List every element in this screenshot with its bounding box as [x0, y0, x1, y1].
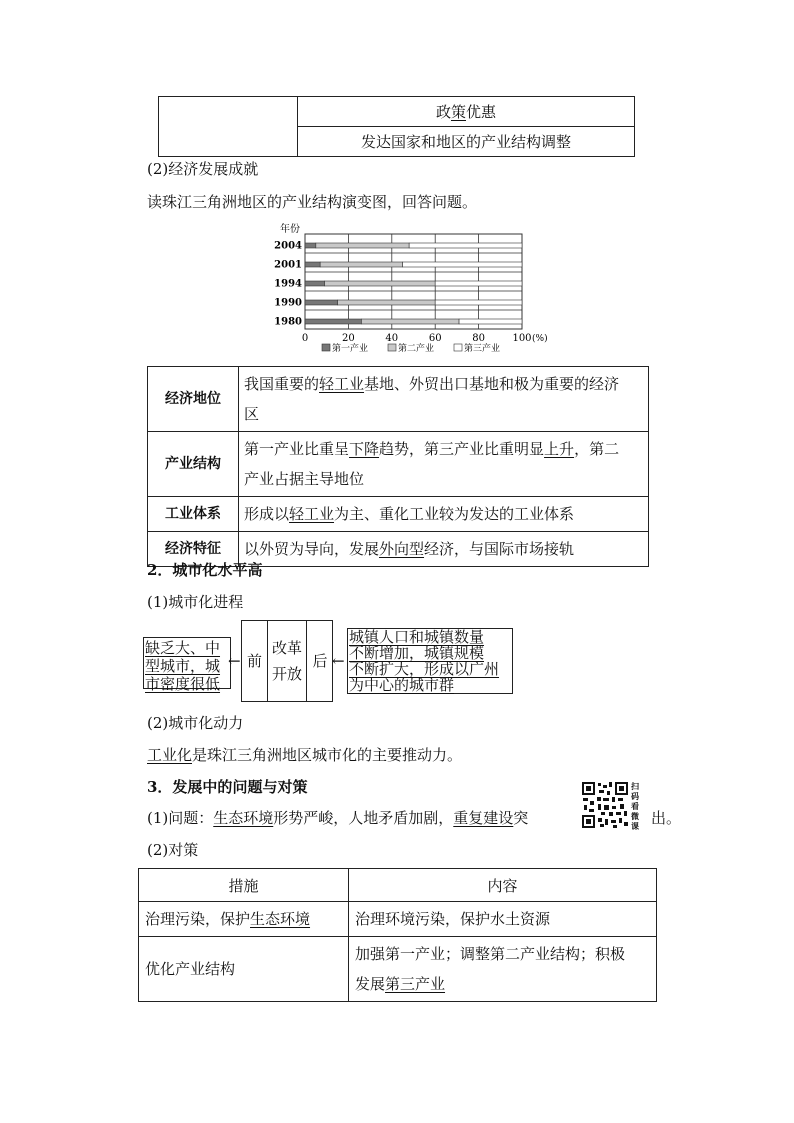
y-tick-label: 1990 [274, 297, 302, 309]
measure-cell: 优化产业结构 [139, 937, 349, 1002]
bar-segment [361, 319, 459, 324]
legend-swatch [454, 344, 462, 351]
bar-segment [459, 319, 522, 324]
measure-cell: 治理污染，保护生态环境 [139, 902, 349, 937]
section2-sub2: (2)城市化动力 [147, 714, 244, 732]
after-reform-box: 城镇人口和城镇数量 不断增加，城镇规模 不断扩大，形成以广州 为中心的城市群 [347, 628, 513, 694]
problem-line-end: 出。 [651, 809, 682, 827]
x-tick-label: 20 [342, 333, 355, 344]
content-cell: 治理环境污染，保护水土资源 [349, 902, 657, 937]
arrow-left-1: ← [228, 652, 241, 670]
table-header-row [139, 869, 657, 902]
y-tick-label: 2004 [274, 240, 302, 252]
table-row [148, 367, 649, 432]
bar-segment [305, 243, 316, 248]
reform-label: 改革 开放 [271, 639, 302, 683]
table-row [139, 937, 657, 1002]
bar-segment [305, 281, 325, 286]
legend-swatch [388, 344, 396, 351]
top-table [158, 96, 635, 157]
qr-label: 扫码看微课 [631, 781, 639, 831]
qr-code-icon[interactable] [581, 781, 629, 829]
before-label: 前 [242, 621, 268, 701]
bar-segment [305, 300, 338, 305]
y-tick-label: 1994 [274, 278, 302, 290]
bar-segment [409, 243, 522, 248]
table-row [148, 497, 649, 532]
bar-segment [338, 300, 436, 305]
legend-swatch [322, 344, 330, 351]
urbanization-driver: 工业化是珠江三角洲地区城市化的主要推动力。 [147, 746, 463, 764]
problem-line: (1)问题：生态环境形势严峻，人地矛盾加剧，重复建设突 [147, 809, 529, 827]
top-table-row1: 政策优惠 [298, 97, 635, 127]
bar-segment [325, 281, 436, 286]
header-measures: 措施 [139, 869, 349, 902]
x-tick-label: 80 [472, 333, 485, 344]
legend-label: 第一产业 [332, 344, 369, 354]
bar-segment [435, 300, 522, 305]
x-tick-label: 40 [385, 333, 399, 344]
top-table-empty-cell [159, 97, 298, 157]
econ-key: 工业体系 [148, 497, 239, 532]
bar-segment [320, 262, 402, 267]
before-reform-box: 缺乏大、中 型城市，城 市密度很低 [143, 637, 231, 689]
x-tick-label: 0 [301, 333, 309, 344]
econ-value: 我国重要的轻工业基地、外贸出口基地和极为重要的经济 区 [239, 367, 649, 432]
header-content: 内容 [349, 869, 657, 902]
x-tick-label: 100 [512, 333, 532, 344]
y-axis-label: 年份 [280, 224, 300, 235]
bar-segment [403, 262, 522, 267]
x-tick-label: 60 [428, 333, 442, 344]
economy-table [147, 366, 649, 567]
legend-label: 第二产业 [398, 344, 435, 354]
econ-value: 形成以轻工业为主、重化工业较为发达的工业体系 [239, 497, 649, 532]
bar-segment [305, 262, 320, 267]
section2-heading: 2．城市化水平高 [147, 561, 263, 579]
after-label: 后 [306, 621, 333, 701]
section3-heading: 3．发展中的问题与对策 [147, 778, 308, 796]
top-table-row2: 发达国家和地区的产业结构调整 [298, 127, 635, 157]
econ-key: 经济地位 [148, 367, 239, 432]
measures-table [138, 868, 657, 1002]
bar-segment [305, 319, 361, 324]
legend-label: 第三产业 [464, 344, 501, 354]
subheading-economic-achievements: (2)经济发展成就 [147, 160, 259, 178]
x-unit-label: (%) [532, 334, 548, 344]
table-row [148, 432, 649, 497]
section2-sub1: (1)城市化进程 [147, 593, 244, 611]
content-cell: 加强第一产业；调整第二产业结构；积极 发展第三产业 [349, 937, 657, 1002]
bar-segment [316, 243, 409, 248]
industry-structure-chart [270, 222, 560, 360]
y-tick-label: 1980 [274, 316, 302, 328]
bar-segment [435, 281, 522, 286]
section3-sub2: (2)对策 [147, 841, 199, 859]
econ-value: 第一产业比重呈下降趋势，第三产业比重明显上升，第二 产业占据主导地位 [239, 432, 649, 497]
econ-key: 经济特征 [148, 532, 239, 567]
arrow-left-2: ← [332, 652, 345, 670]
chart-intro-text: 读珠江三角洲地区的产业结构演变图，回答问题。 [147, 193, 478, 211]
y-tick-label: 2001 [274, 259, 302, 271]
table-row [139, 902, 657, 937]
econ-value: 以外贸为导向，发展外向型经济，与国际市场接轨 [239, 532, 649, 567]
reform-box [241, 620, 333, 702]
econ-key: 产业结构 [148, 432, 239, 497]
